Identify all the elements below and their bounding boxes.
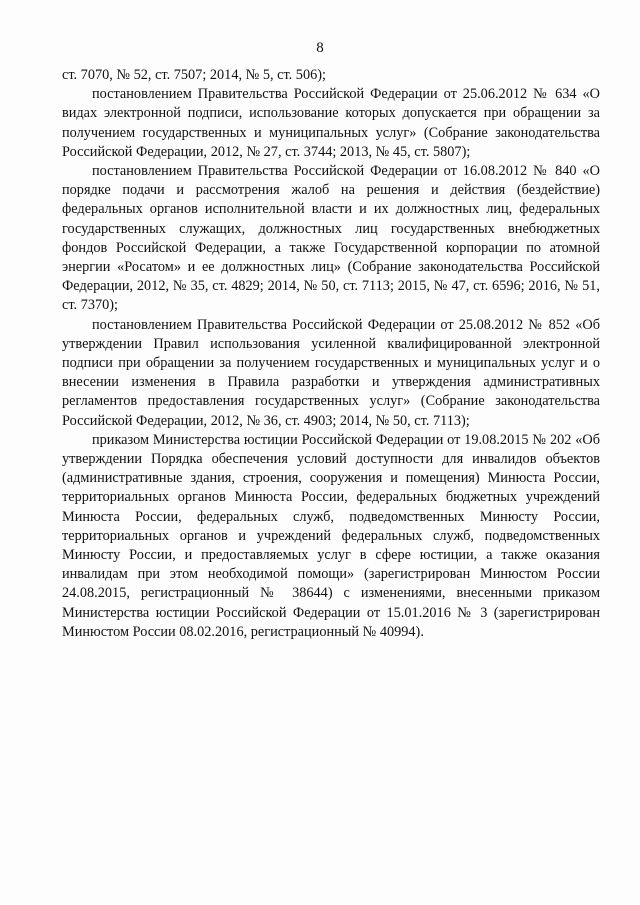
paragraph-order-202: приказом Министерства юстиции Российской Федерации от 19.08.2015 № 202 «Об утверждении Порядка обеспечения условий доступности для инвалидов объектов (административные здания, строения, сооружения и помещения) Минюста России, территориальных органов Минюста России, федеральных бюджетных учреждений Минюста России, федеральных служб, подведомственных Минюсту России, территориальных органов и учреждений федеральных служб, подведомственных Минюсту России, и предоставляемых услуг в сфере юстиции, а также оказания инвалидам при этом необходимой помощи» (зарегистрирован Минюстом России 24.08.2015, регистрационный № 38644) с изменениями, внесенными приказом Министерства юстиции Российской Федерации от 15.01.2016 № 3 (зарегистрирован Минюстом России 08.02.2016, регистрационный № 40994). <box>62 431 600 640</box>
paragraph-resolution-840: постановлением Правительства Российской Федерации от 16.08.2012 № 840 «О порядке подачи и рассмотрения жалоб на решения и действия (бездействие) федеральных органов исполнительной власти и их должностных лиц, федеральных государственных служащих, должностных лиц государственных внебюджетных фондов Российской Федерации, а также Государственной корпорации по атомной энергии «Росатом» и ее должностных лиц» (Собрание законодательства Российской Федерации, 2012, № 35, ст. 4829; 2014, № 50, ст. 7113; 2015, № 47, ст. 6596; 2016, № 51, ст. 7370); <box>62 163 600 314</box>
paragraph-resolution-852: постановлением Правительства Российской Федерации от 25.08.2012 № 852 «Об утверждении Правил использования усиленной квалифицированной электронной подписи при обращении за получением государственных и муниципальных услуг и о внесении изменения в Правила разработки и утверждения административных регламентов предоставления государственных услуг» (Собрание законодательства Российской Федерации, 2012, № 36, ст. 4903; 2014, № 50, ст. 7113); <box>62 316 600 429</box>
paragraph-continuation: ст. 7070, № 52, ст. 7507; 2014, № 5, ст. 506); <box>62 67 326 83</box>
paragraph-resolution-634: постановлением Правительства Российской Федерации от 25.06.2012 № 634 «О видах электронной подписи, использование которых допускается при обращении за получением государственных и муниципальных услуг» (Собрание законодательства Российской Федерации, 2012, № 27, ст. 3744; 2013, № 45, ст. 5807); <box>62 86 600 160</box>
page-number: 8 <box>316 40 324 56</box>
document-body <box>62 66 600 642</box>
